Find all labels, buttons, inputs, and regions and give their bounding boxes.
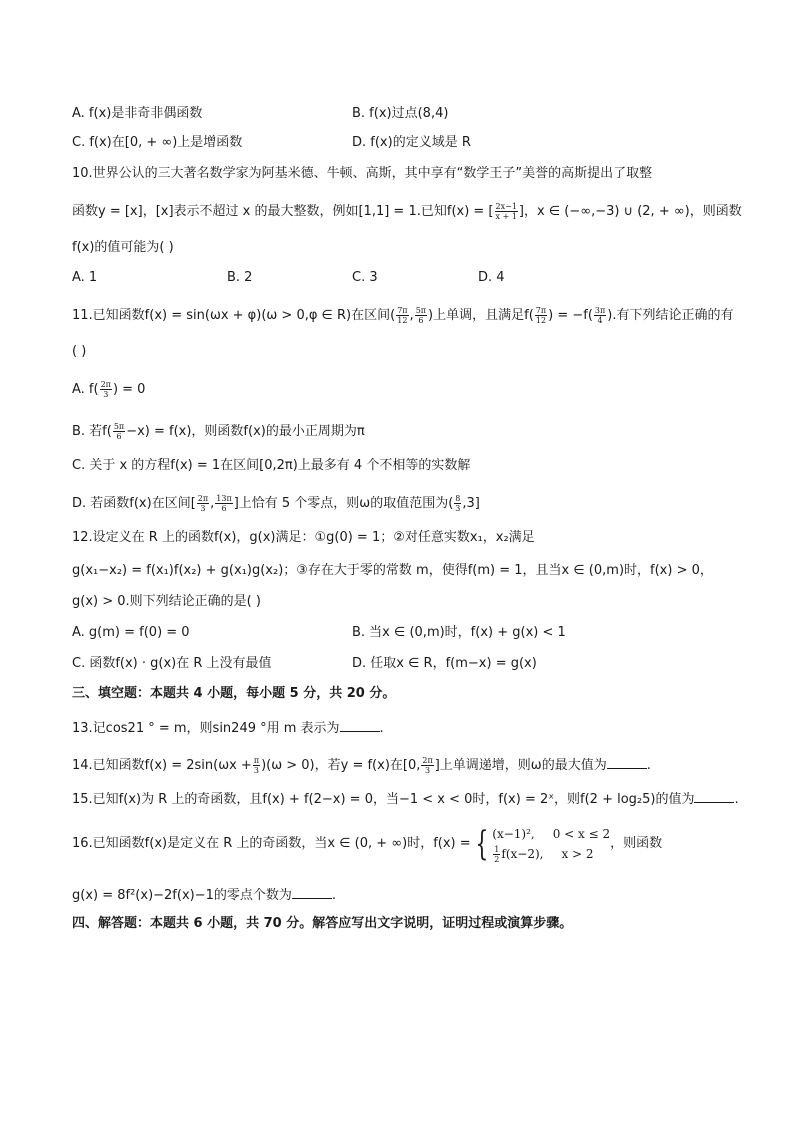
q10-stem-line1: 10.世界公认的三大著名数学家为阿基米德、牛顿、高斯，其中享有“数学王子”美誉的高斯提出了取整 xyxy=(72,166,653,181)
q10-option-c: C. 3 xyxy=(352,270,378,285)
q10-stem-line3: f(x)的值可能为( ) xyxy=(72,240,174,255)
q11-option-a: A. f( $\frac{2\pi}{3}$ ) = 0 xyxy=(72,380,146,399)
q12-option-c: C. 函数f(x) · g(x)在 R 上没有最值 xyxy=(72,656,272,671)
q12-stem-line1: 12.设定义在 R 上的函数f(x)，g(x)满足：①g(0) = 1；②对任意实数x₁，x₂满足 xyxy=(72,530,535,545)
q13-answer-blank xyxy=(340,719,380,732)
section-solution-title: 四、解答题：本题共 6 小题，共 70 分。解答应写出文字说明，证明过程或演算步骤。 xyxy=(72,916,573,931)
piecewise-cases: (x−1)², 0 < x ≤ 2 $\frac{1}{2}$ f(x−2), x > 2 xyxy=(492,826,611,864)
q11-option-c: C. 关于 x 的方程f(x) = 1在区间[0,2π)上最多有 4 个不相等的实数解 xyxy=(72,458,471,473)
q11-option-d: D. 若函数f(x)在区间[ $\frac{2\pi}{3}$ , $\frac{13\pi}{6}$ ]上恰有 5 个零点，则ω的取值范围为( $\frac{8}{3}$ ,3] xyxy=(72,494,480,513)
q10-fraction: $\frac{2x-1}{x + 1}$ xyxy=(495,202,517,221)
q11-answer-paren: ( ) xyxy=(72,344,87,359)
q9-option-a: A. f(x)是非奇非偶函数 xyxy=(72,106,203,121)
q12-option-a: A. g(m) = f(0) = 0 xyxy=(72,625,190,640)
q12-option-d: D. 任取x ∈ R，f(m−x) = g(x) xyxy=(352,656,537,671)
q12-stem-line3: g(x) > 0.则下列结论正确的是( ) xyxy=(72,594,261,609)
q10-option-a: A. 1 xyxy=(72,270,98,285)
q14-answer-blank xyxy=(607,756,647,769)
q12-stem-line2: g(x₁−x₂) = f(x₁)f(x₂) + g(x₁)g(x₂)；③存在大于零的常数 m，使得f(m) = 1，且当x ∈ (0,m)时，f(x) > 0， xyxy=(72,563,713,578)
q15-answer-blank xyxy=(694,790,734,803)
q10-stem-line2: 函数y = [x]，[x]表示不超过 x 的最大整数，例如[1,1] = 1.已知f(x) = [ $\frac{2x-1}{x + 1}$ ]，x ∈ (−∞,−3) ∪ (2, + ∞)，则函数 xyxy=(72,202,742,221)
q16-line1: 16.已知函数f(x)是定义在 R 上的奇函数，当x ∈ (0, + ∞)时，f(x) = { (x−1)², 0 < x ≤ 2 $\frac{1}{2}$ f(x−2), x > 2 ，则函数 xyxy=(72,823,663,864)
q9-option-d: D. f(x)的定义域是 R xyxy=(352,135,471,150)
q16-line2: g(x) = 8f²(x)−2f(x)−1的零点个数为 . xyxy=(72,888,337,903)
q9-option-c: C. f(x)在[0, + ∞)上是增函数 xyxy=(72,135,243,150)
q12-option-b: B. 当x ∈ (0,m)时，f(x) + g(x) < 1 xyxy=(352,625,566,640)
piecewise-brace: { xyxy=(474,823,488,864)
q11-stem: 11.已知函数f(x) = sin(ωx + φ)(ω > 0,φ ∈ R)在区间( $\frac{7\pi}{12}$ , $\frac{5\pi}{6}$ )上单调，且满足f( $\frac{7\pi}{12}$ ) = −f( $\frac{3\pi}{4}$ ).有下列结论正确的有 xyxy=(72,306,734,325)
section-fill-in-title: 三、填空题：本题共 4 小题，每小题 5 分，共 20 分。 xyxy=(72,686,396,701)
q15: 15.已知f(x)为 R 上的奇函数，且f(x) + f(2−x) = 0，当−1 < x < 0时，f(x) = 2ˣ，则f(2 + log₂5)的值为 . xyxy=(72,792,739,807)
q10-option-b: B. 2 xyxy=(227,270,253,285)
q9-option-b: B. f(x)过点(8,4) xyxy=(352,106,449,121)
q11-option-b: B. 若f( $\frac{5\pi}{6}$ −x) = f(x)，则函数f(x)的最小正周期为π xyxy=(72,422,365,441)
q16-answer-blank xyxy=(292,886,332,899)
q13: 13.记cos21 ° = m，则sin249 °用 m 表示为 . xyxy=(72,721,384,736)
q14: 14.已知函数f(x) = 2sin(ωx + $\frac{\pi}{3}$ )(ω > 0)，若y = f(x)在[0, $\frac{2\pi}{3}$ ]上单调递增，则ω的最大值为 . xyxy=(72,756,651,775)
q10-option-d: D. 4 xyxy=(478,270,505,285)
